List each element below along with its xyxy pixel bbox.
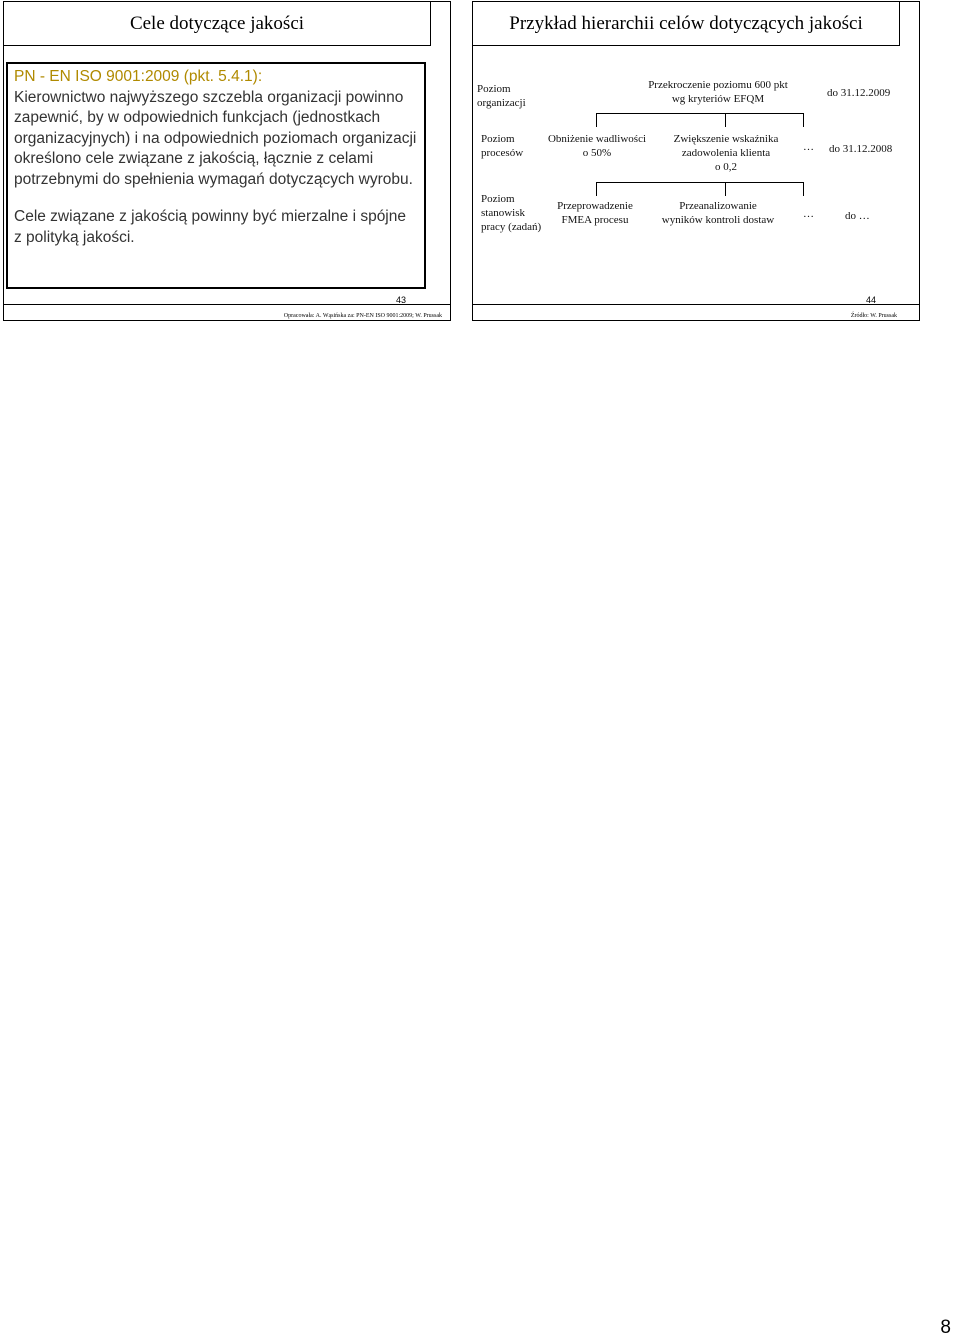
level-task-label: Poziom stanowisk pracy (zadań): [481, 193, 542, 233]
level-process-label: Poziom procesów: [481, 133, 524, 159]
task-goal-supplier-review: Przeanalizowanie wyników kontroli dostaw: [661, 200, 775, 226]
process-goal-satisfaction: Zwiększenie wskaźnika zadowolenia klienta o 0,2: [673, 133, 779, 173]
task-ellipsis: …: [803, 208, 814, 220]
process-bracket: [596, 182, 803, 183]
level-organization-label: Poziom organizacji: [477, 83, 526, 109]
paragraph-requirement: Kierownictwo najwyższego szczebla organizacji powinno zapewnić, by w odpowiednich funkcjach (jednostkach organizacyjnych) i na odpowiednich poziomach organizacji określono cele związane z jakością, łącznie z celami potrzebnymi do spełnienia wymagań dotyczących wyrobu.: [14, 88, 417, 188]
bracket-tick: [803, 113, 804, 127]
org-goal: Przekroczenie poziomu 600 pkt wg kryteriów EFQM: [648, 79, 788, 105]
slide-footer: Opracowała: A. Wąsińska za: PN-EN ISO 9001:2009; W. Prussak: [283, 313, 442, 319]
slide-number: 44: [866, 295, 877, 305]
slide-title: [4, 2, 431, 46]
process-deadline: do 31.12.2008: [829, 143, 893, 155]
slide-44: [472, 1, 920, 321]
task-goal-fmea: Przeprowadzenie FMEA procesu: [557, 200, 633, 226]
slide-number: 43: [396, 295, 407, 305]
footer-divider: [4, 304, 450, 305]
bracket-tick: [725, 182, 726, 196]
content-box: [6, 62, 426, 289]
paragraph-measurable: Cele związane z jakością powinny być mierzalne i spójne z polityką jakości.: [14, 208, 406, 246]
task-deadline: do …: [845, 210, 870, 222]
org-deadline: do 31.12.2009: [827, 87, 891, 99]
page-number: 8: [940, 1317, 951, 1338]
process-ellipsis: …: [803, 141, 814, 153]
slide-title: [473, 2, 900, 46]
bracket-tick: [803, 182, 804, 196]
slide-title-text: Przykład hierarchii celów dotyczących jakości: [509, 12, 863, 34]
bracket-tick: [596, 113, 597, 127]
bracket-tick: [596, 182, 597, 196]
footer-divider: [473, 304, 919, 305]
org-bracket: [596, 113, 803, 114]
standard-reference: PN - EN ISO 9001:2009 (pkt. 5.4.1):: [14, 68, 263, 85]
slide-footer: Źródło: W. Prussak: [850, 313, 897, 319]
process-goal-defects: Obniżenie wadliwości o 50%: [547, 133, 647, 159]
slide-43: [3, 1, 451, 321]
slide-title-text: Cele dotyczące jakości: [129, 12, 305, 34]
bracket-tick: [725, 113, 726, 127]
